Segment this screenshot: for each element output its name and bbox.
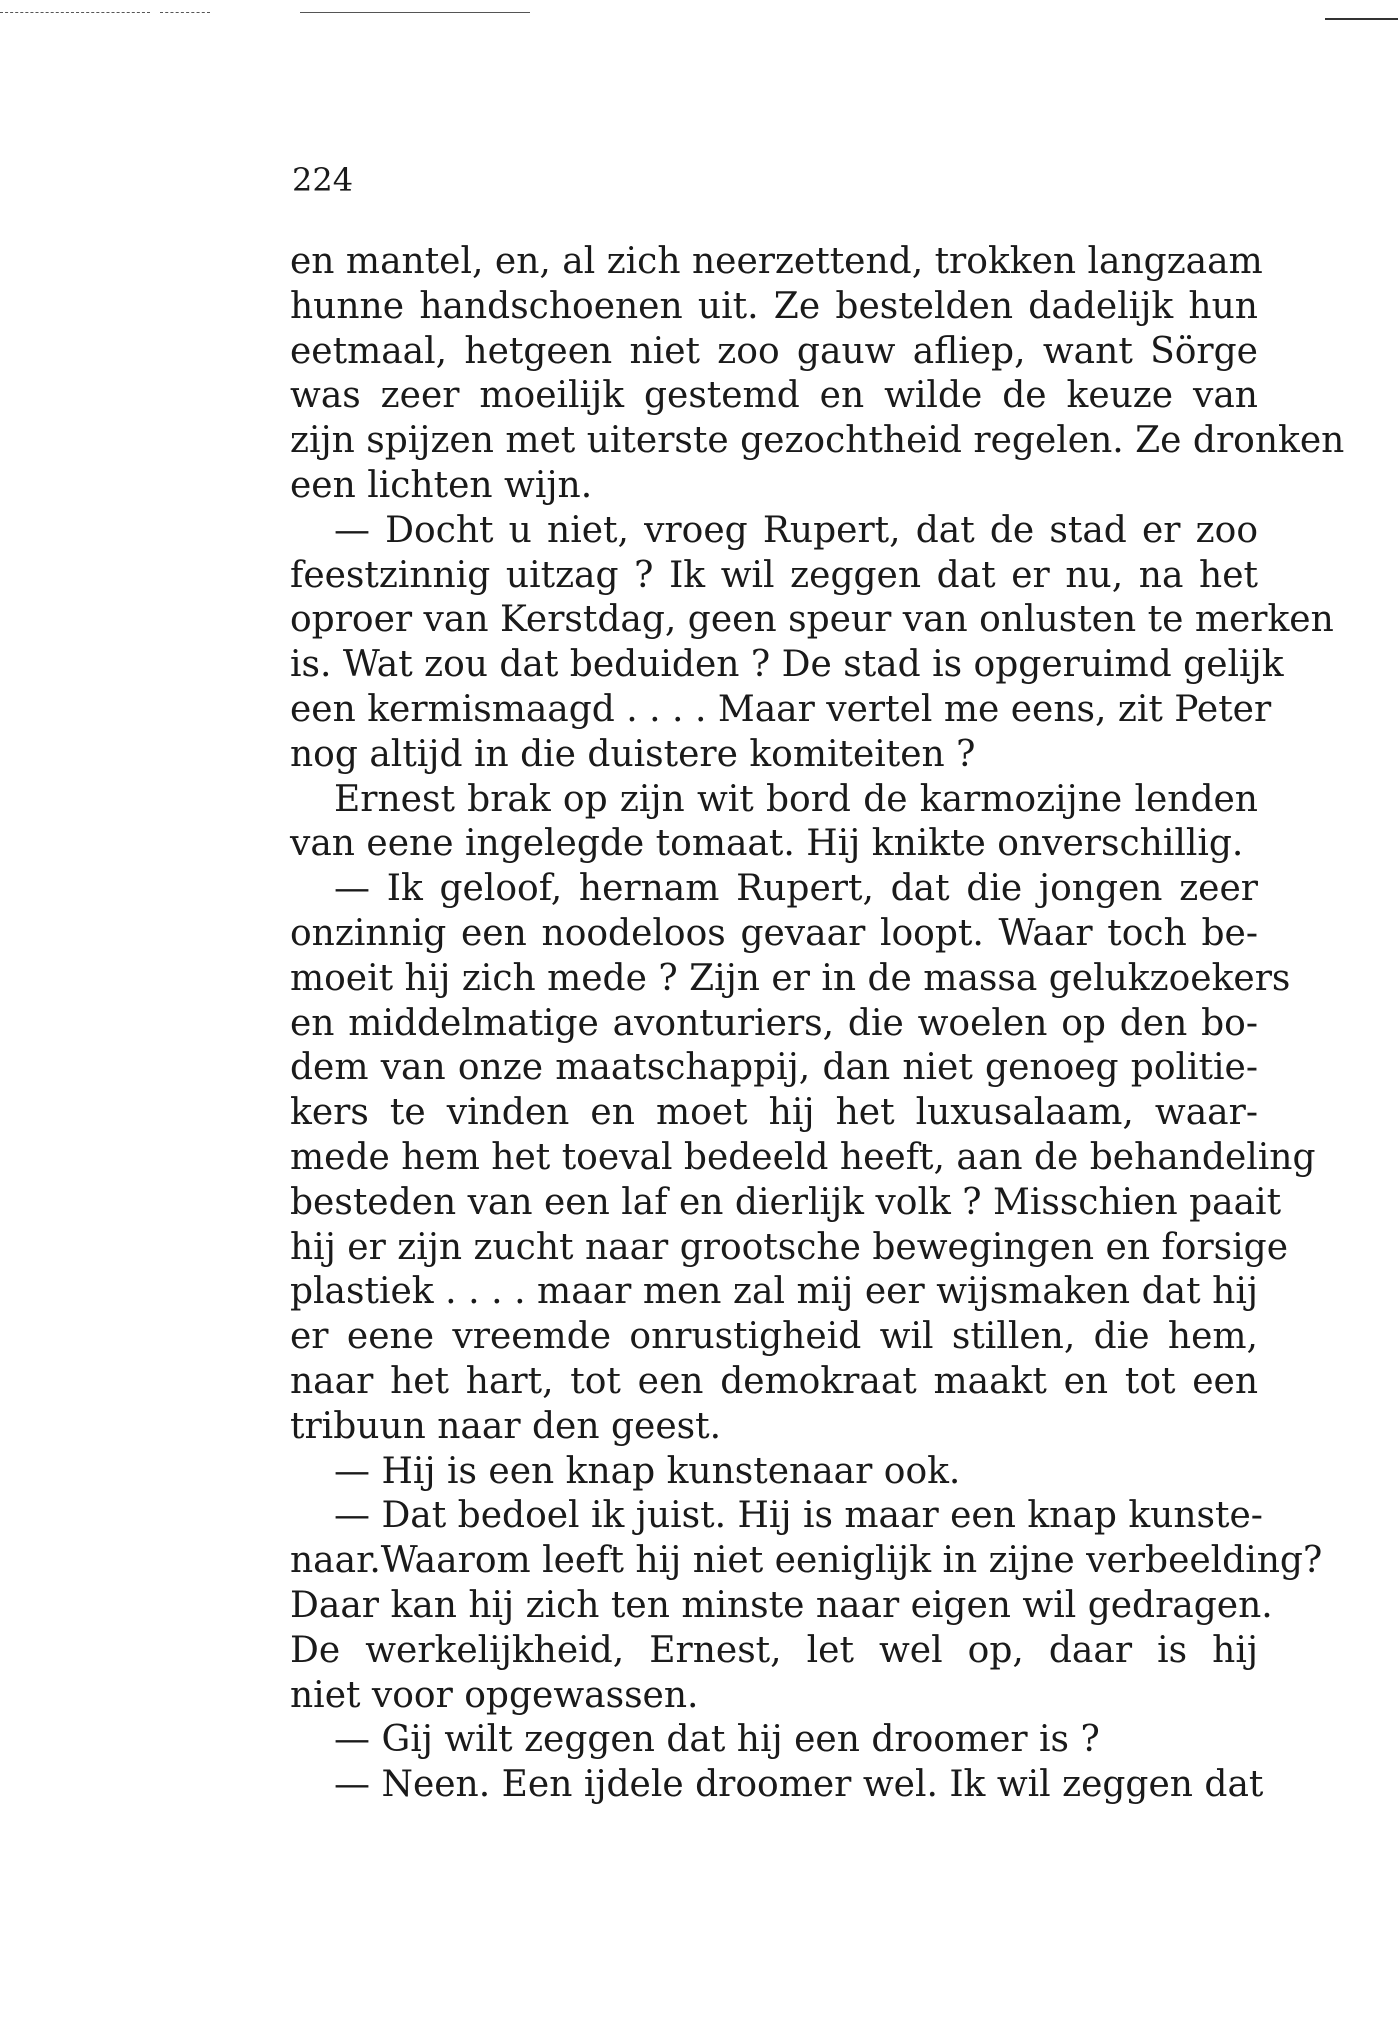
text-line: hunne handschoenen uit. Ze bestelden dadelijk hun (290, 285, 1258, 327)
text-line: er eene vreemde onrustigheid wil stillen, die hem, (290, 1316, 1258, 1358)
text-line: plastiek . . . . maar men zal mij eer wijsmaken dat hij (290, 1271, 1258, 1313)
text-line: Daar kan hij zich ten minste naar eigen wil gedragen. (290, 1584, 1273, 1626)
text-line: mede hem het toeval bedeeld heeft, aan de behandeling (290, 1136, 1316, 1178)
scan-artifact-rule (160, 12, 210, 13)
text-line: eetmaal, hetgeen niet zoo gauw afliep, want Sörge (290, 330, 1258, 372)
scan-artifact-rule (1325, 18, 1398, 20)
text-line: onzinnig een noodeloos gevaar loopt. Waar toch be- (290, 912, 1258, 954)
text-line: kers te vinden en moet hij het luxusalaam, waar- (290, 1092, 1258, 1134)
scan-artifact-rule (300, 12, 530, 13)
scan-artifact-rule (0, 12, 150, 13)
text-line: naar het hart, tot een demokraat maakt en tot een (290, 1360, 1258, 1402)
text-line: besteden van een laf en dierlijk volk ? Misschien paait (290, 1181, 1282, 1223)
text-line: — Gij wilt zeggen dat hij een droomer is ? (334, 1719, 1100, 1761)
text-line: — Docht u niet, vroeg Rupert, dat de stad er zoo (334, 509, 1258, 551)
text-line: was zeer moeilijk gestemd en wilde de keuze van (290, 375, 1258, 417)
text-line: oproer van Kerstdag, geen speur van onlusten te merken (290, 599, 1334, 641)
text-line: feestzinnig uitzag ? Ik wil zeggen dat er nu, na het (290, 554, 1258, 596)
text-line: nog altijd in die duistere komiteiten ? (290, 733, 976, 775)
text-line: een lichten wijn. (290, 464, 593, 506)
text-line: van eene ingelegde tomaat. Hij knikte onverschillig. (290, 823, 1244, 865)
text-line: tribuun naar den geest. (290, 1405, 722, 1447)
text-line: — Hij is een knap kunstenaar ook. (334, 1450, 961, 1492)
page-number: 224 (292, 161, 354, 199)
text-line: naar.Waarom leeft hij niet eeniglijk in zijne verbeelding? (290, 1540, 1323, 1582)
text-line: — Ik geloof, hernam Rupert, dat die jongen zeer (334, 868, 1258, 910)
text-line: — Neen. Een ijdele droomer wel. Ik wil zeggen dat (334, 1764, 1264, 1806)
text-line: dem van onze maatschappij, dan niet genoeg politie- (290, 1047, 1258, 1089)
text-line: en mantel, en, al zich neerzettend, trokken langzaam (290, 241, 1263, 282)
text-line: is. Wat zou dat beduiden ? De stad is opgeruimd gelijk (290, 644, 1284, 686)
text-line: hij er zijn zucht naar grootsche bewegingen en forsige (290, 1226, 1289, 1268)
text-line: Ernest brak op zijn wit bord de karmozijne lenden (334, 778, 1258, 820)
text-line: — Dat bedoel ik juist. Hij is maar een knap kunste- (334, 1495, 1263, 1537)
page-body-text (290, 240, 1345, 1808)
text-line: niet voor opgewassen. (290, 1674, 699, 1716)
text-line: zijn spijzen met uiterste gezochtheid regelen. Ze dronken (290, 420, 1345, 462)
text-line: moeit hij zich mede ? Zijn er in de massa gelukzoekers (290, 957, 1291, 999)
text-line: een kermismaagd . . . . Maar vertel me eens, zit Peter (290, 688, 1272, 730)
text-line: en middelmatige avonturiers, die woelen op den bo- (290, 1002, 1258, 1044)
text-line: De werkelijkheid, Ernest, let wel op, daar is hij (290, 1629, 1258, 1671)
